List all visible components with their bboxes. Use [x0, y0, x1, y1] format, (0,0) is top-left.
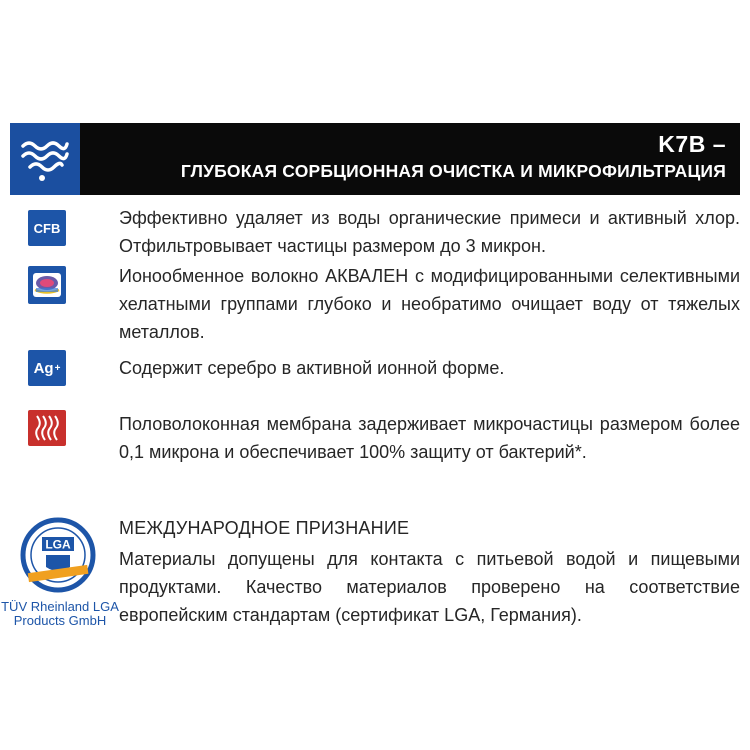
silver-ion-icon: [28, 350, 66, 386]
feature-text: Ионообменное волокно АКВАЛЕН с модифицированными селективными хелатными группами глубоко и необратимо очищает воду от тяжелых металлов.: [119, 266, 740, 342]
hollow-fiber-membrane-icon: [28, 410, 66, 446]
header-bar: [10, 123, 740, 195]
aqualen-fiber-icon: [28, 266, 66, 304]
certification-text: Материалы допущены для контакта с питьевой водой и пищевыми продуктами. Качество материалов проверено на соответствие европейским стандартам (сертификат LGA, Германия).: [119, 549, 740, 625]
lga-seal-text: LGA: [45, 537, 71, 552]
feature-text: Эффективно удаляет из воды органические примеси и активный хлор. Отфильтровывает частицы размером до 3 микрон.: [119, 208, 740, 256]
cert-issuer-line2: Products GmbH: [13, 613, 107, 628]
feature-text: Половолоконная мембрана задерживает микрочастицы размером более 0,1 микрона и обеспечивает 100% защиту от бактерий*.: [119, 414, 740, 462]
silver-ion-charge: +: [54, 362, 61, 374]
silver-ion-label: Ag: [33, 359, 54, 377]
water-waves-icon: [10, 123, 80, 195]
feature-text: Содержит серебро в активной ионной форме.: [119, 358, 505, 378]
cfb-badge-label: CFB: [33, 220, 61, 236]
product-subtitle: ГЛУБОКАЯ СОРБЦИОННАЯ ОЧИСТКА И МИКРОФИЛЬТРАЦИЯ: [180, 161, 726, 181]
cfb-badge-icon: [28, 210, 66, 246]
cert-issuer-line1: TÜV Rheinland LGA: [1, 599, 119, 614]
product-title: K7B –: [658, 131, 726, 157]
certification-title: МЕЖДУНАРОДНОЕ ПРИЗНАНИЕ: [119, 518, 410, 538]
